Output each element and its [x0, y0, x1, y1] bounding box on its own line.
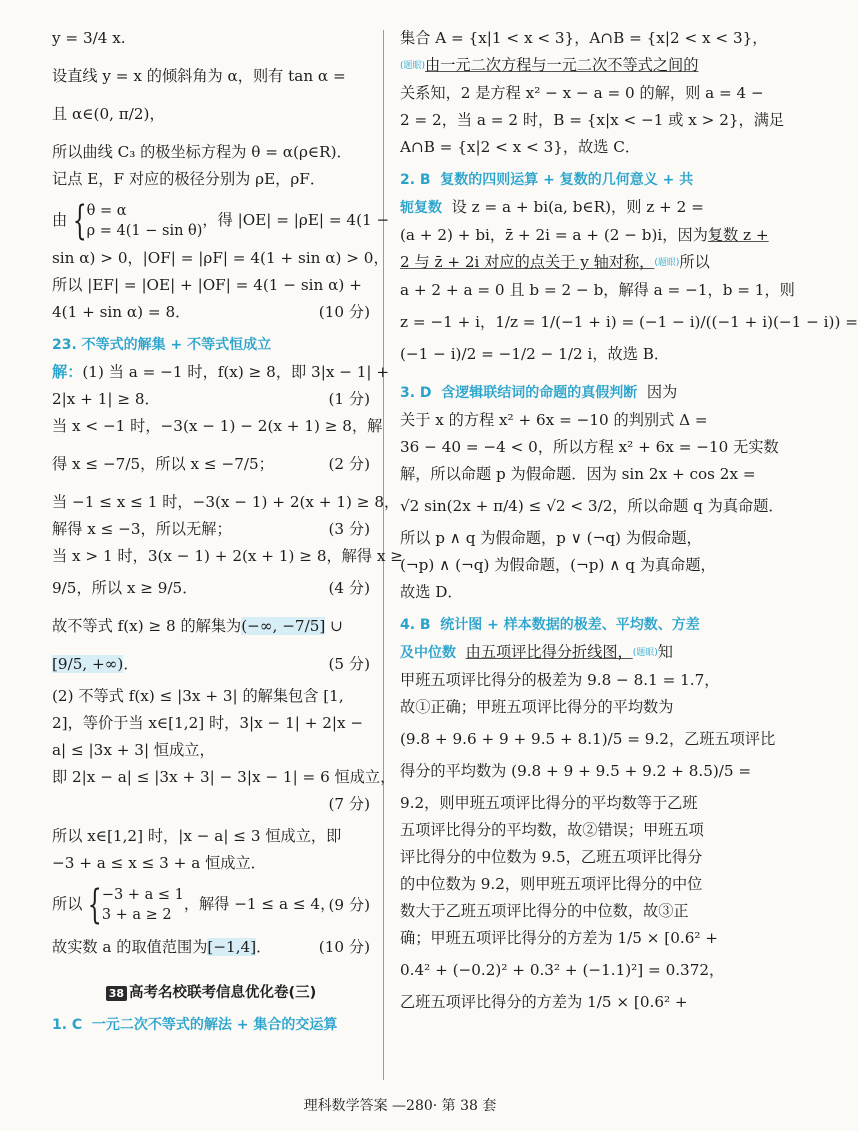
highlighted-interval: [−1,4]: [207, 938, 257, 956]
text-line: [9/5, +∞)． (5 分): [52, 655, 370, 673]
text-line: (a + 2) + bi，z̄ + 2i = a + (2 − b)i，因为复数 z +: [400, 226, 769, 244]
text-line: 4(1 + sin α) = 8． (10 分): [52, 303, 370, 321]
question-header: 3. D 含逻辑联结词的命题的真假判断 因为: [400, 383, 678, 401]
text-line: (9.8 + 9.6 + 9 + 9.5 + 8.1)/5 = 9.2，乙班五项评比: [400, 730, 776, 748]
score-mark: (3 分): [328, 520, 370, 538]
equation-system: 所以 {−3 + a ≤ 1 3 + a ≥ 2，解得 −1 ≤ a ≤ 4， (9 分): [52, 882, 370, 928]
text-line: 五项评比得分的平均数，故②错误；甲班五项: [400, 821, 704, 839]
text-line: A∩B = {x|2 < x < 3}，故选 C．: [400, 138, 641, 156]
text-line: 关系知，2 是方程 x² − x − a = 0 的解，则 a = 4 −: [400, 84, 764, 102]
text-line: 2 = 2，当 a = 2 时，B = {x|x < −1 或 x > 2}，满足: [400, 111, 785, 129]
score-mark: (2 分): [328, 455, 370, 473]
text-line: 2|x + 1| ≥ 8． (1 分): [52, 390, 370, 408]
text-line: 0.4² + (−0.2)² + 0.3² + (−1.1)²] = 0.372，: [400, 961, 725, 979]
score-mark: (10 分): [318, 938, 370, 956]
text-line: 得分的平均数为 (9.8 + 9 + 9.5 + 9.2 + 8.5)/5 =: [400, 762, 752, 780]
text-line: (−1 − i)/2 = −1/2 − 1/2 i，故选 B．: [400, 345, 670, 363]
text-line: 所以 x∈[1,2] 时，|x − a| ≤ 3 恒成立，即: [52, 827, 342, 845]
page-footer: 理科数学答案 —280· 第 38 套: [303, 1098, 497, 1114]
text-line: 36 − 40 = −4 < 0，所以方程 x² + 6x = −10 无实数: [400, 438, 779, 456]
right-column: [400, 28, 858, 1012]
text-line: 故实数 a 的取值范围为[−1,4]． (10 分): [52, 938, 370, 956]
text-line: 故①正确；甲班五项评比得分的平均数为: [400, 698, 674, 716]
text-line: 2]，等价于当 x∈[1,2] 时，3|x − 1| + 2|x −: [52, 714, 364, 732]
text-line: 乙班五项评比得分的方差为 1/5 × [0.6² +: [400, 993, 688, 1011]
text-line: 集合 A = {x|1 < x < 3}，A∩B = {x|2 < x < 3}，: [400, 29, 768, 47]
text-line: 故不等式 f(x) ≥ 8 的解集为(−∞, −7/5] ∪: [52, 617, 343, 635]
section-number: 38: [106, 986, 127, 1001]
key-tag: (题眼): [400, 61, 426, 71]
text-line: 关于 x 的方程 x² + 6x = −10 的判别式 Δ =: [400, 411, 708, 429]
text-line: (2) 不等式 f(x) ≤ |3x + 3| 的解集包含 [1,: [52, 687, 344, 705]
text-line: −3 + a ≤ x ≤ 3 + a 恒成立．: [52, 854, 266, 872]
text-line: 解得 x ≤ −3，所以无解； (3 分): [52, 520, 370, 538]
highlighted-interval: [9/5, +∞): [52, 655, 124, 673]
score-mark: (5 分): [328, 655, 370, 673]
text-line: (题眼)由一元二次方程与一元二次不等式之间的: [400, 56, 699, 74]
text-line: z = −1 + i，1/z = 1/(−1 + i) = (−1 − i)/((−1 + i)(−1 − i)) =: [400, 313, 858, 331]
text-line: y = 3/4 x.: [52, 29, 126, 47]
text-line: 当 −1 ≤ x ≤ 1 时，−3(x − 1) + 2(x + 1) ≥ 8，: [52, 493, 400, 511]
text-line: 及中位数 由五项评比得分折线图，(题眼)知: [400, 643, 673, 661]
text-line: 故选 D．: [400, 583, 463, 601]
text-line: 即 2|x − a| ≤ |3x + 3| − 3|x − 1| = 6 恒成立，: [52, 768, 396, 786]
text-line: 所以 p ∧ q 为假命题，p ∨ (¬q) 为假命题，: [400, 529, 702, 547]
text-line: 数大于乙班五项评比得分的中位数，故③正: [400, 902, 689, 920]
key-tag: (题眼): [632, 648, 658, 658]
question-header: 1. C 一元二次不等式的解法 + 集合的交运算: [52, 1017, 338, 1033]
equation-system: 由 {θ = α ρ = 4(1 − sin θ)，得 |OE| = |ρE| = 4(1 −: [52, 198, 390, 244]
text-line: 记点 E，F 对应的极径分别为 ρE，ρF．: [52, 170, 326, 188]
text-line: 所以 |EF| = |OE| + |OF| = 4(1 − sin α) +: [52, 276, 362, 294]
question-header: 4. B 统计图 + 样本数据的极差、平均数、方差: [400, 617, 700, 633]
text-line: 得 x ≤ −7/5，所以 x ≤ −7/5； (2 分): [52, 455, 370, 473]
text-line: 当 x < −1 时，−3(x − 1) − 2(x + 1) ≥ 8，解: [52, 417, 383, 435]
left-column: [52, 28, 404, 1035]
text-line: 确；甲班五项评比得分的方差为 1/5 × [0.6² +: [400, 929, 718, 947]
section-title: 38 高考名校联考信息优化卷(三): [52, 981, 370, 1002]
text-line: 解，所以命题 p 为假命题．因为 sin 2x + cos 2x =: [400, 465, 756, 483]
text-line: 轭复数 设 z = a + bi(a, b∈R)，则 z + 2 =: [400, 198, 704, 216]
text-line: 解：(1) 当 a = −1 时，f(x) ≥ 8，即 3|x − 1| +: [52, 363, 390, 381]
text-line: 9/5，所以 x ≥ 9/5． (4 分): [52, 579, 370, 597]
score-mark: (7 分): [328, 795, 370, 813]
score-mark: (10 分): [318, 303, 370, 321]
highlighted-interval: (−∞, −7/5]: [241, 617, 326, 635]
text-line: a + 2 + a = 0 且 b = 2 − b，解得 a = −1，b = 1，则: [400, 281, 795, 299]
score-mark: (1 分): [328, 390, 370, 408]
score-mark: (9 分): [328, 896, 370, 914]
text-line: 甲班五项评比得分的极差为 9.8 − 8.1 = 1.7，: [400, 671, 720, 689]
text-line: 评比得分的中位数为 9.5，乙班五项评比得分: [400, 848, 703, 866]
key-tag: (题眼): [654, 258, 680, 268]
text-line: (¬p) ∧ (¬q) 为假命题，(¬p) ∧ q 为真命题，: [400, 556, 716, 574]
text-line: 的中位数为 9.2，则甲班五项评比得分的中位: [400, 875, 703, 893]
text-line: 9.2，则甲班五项评比得分的平均数等于乙班: [400, 794, 698, 812]
text-line: 所以曲线 C₃ 的极坐标方程为 θ = α(ρ∈R)．: [52, 143, 352, 161]
text-line: √2 sin(2x + π/4) ≤ √2 < 3/2，所以命题 q 为真命题．: [400, 497, 784, 515]
question-header: 23. 不等式的解集 + 不等式恒成立: [52, 337, 272, 353]
text-line: a| ≤ |3x + 3| 恒成立，: [52, 741, 215, 759]
text-line: [52, 794, 370, 814]
text-line: 2 与 z̄ + 2i 对应的点关于 y 轴对称，(题眼)所以: [400, 253, 710, 271]
text-line: sin α) > 0，|OF| = |ρF| = 4(1 + sin α) > 0，: [52, 249, 389, 267]
score-mark: (4 分): [328, 579, 370, 597]
text-line: 当 x > 1 时，3(x − 1) + 2(x + 1) ≥ 8，解得 x ≥: [52, 547, 404, 565]
question-header: 2. B 复数的四则运算 + 复数的几何意义 + 共: [400, 172, 694, 188]
text-line: 且 α∈(0, π/2)，: [52, 105, 165, 123]
text-line: 设直线 y = x 的倾斜角为 α，则有 tan α =: [52, 67, 346, 85]
